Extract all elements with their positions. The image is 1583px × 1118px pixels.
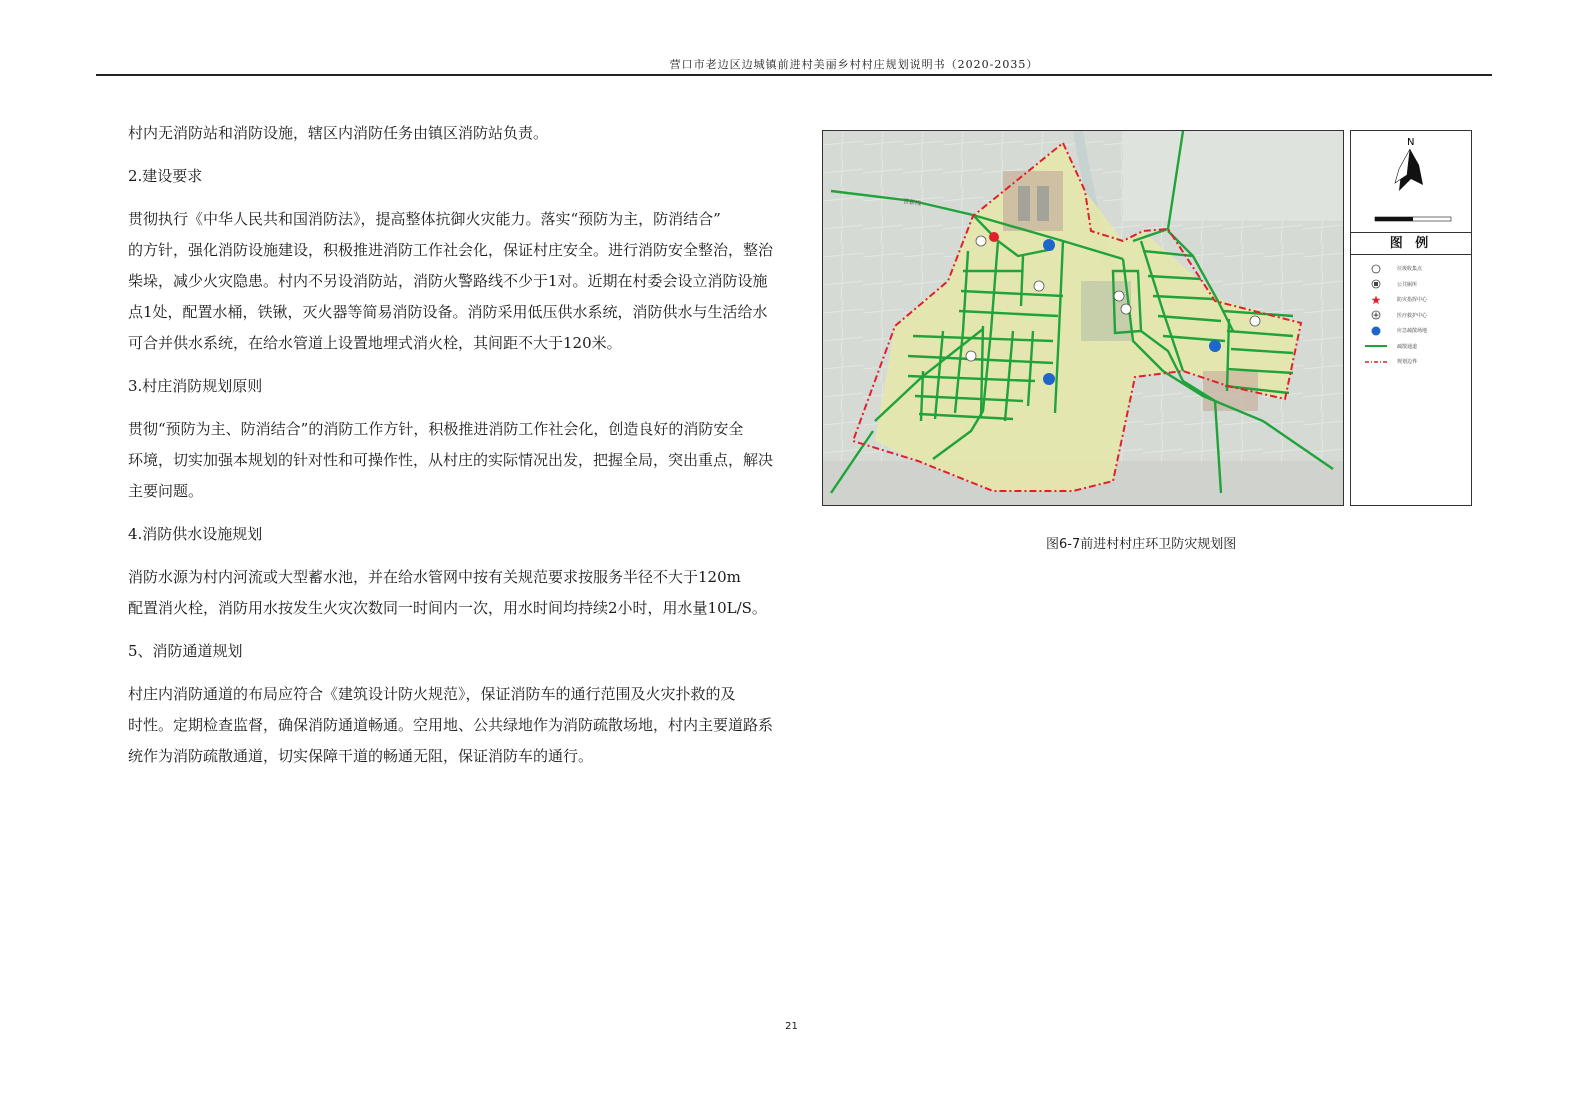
paragraph-2-line: 点1处，配置水桶，铁锹，灭火器等简易消防设备。消防采用低压供水系统，消防供水与生活给水: [128, 303, 768, 321]
paragraph-2-line: 贯彻执行《中华人民共和国消防法》，提高整体抗御火灾能力。落实“预防为主，防消结合”: [128, 210, 721, 228]
header-title: 营口市老边区边城镇前进村美丽乡村村庄规划说明书（2020-2035）: [669, 58, 1039, 71]
legend-label: 垃圾收集点: [1397, 266, 1423, 273]
paragraph-2: [128, 204, 778, 359]
paragraph-3-line: 贯彻“预防为主、防消结合”的消防工作方针，积极推进消防工作社会化，创造良好的消防安全: [128, 420, 744, 438]
runner-icon: [1209, 340, 1221, 352]
page-number: 21: [785, 1021, 798, 1032]
building-block: [1018, 186, 1030, 221]
paragraph-4: [128, 562, 778, 624]
legend-label: 公共厕所: [1397, 281, 1418, 288]
village-plan-map: [822, 130, 1344, 506]
paragraph-5-line: 村庄内消防通道的布局应符合《建筑设计防火规范》，保证消防车的通行范围及火灾扑救的及: [128, 685, 736, 703]
legend-items: [1351, 261, 1471, 370]
body-text: [128, 118, 778, 772]
recycle-icon: [1114, 291, 1124, 301]
star-icon: [1365, 295, 1387, 305]
legend-item: [1351, 339, 1471, 355]
green-line-icon: [1365, 341, 1387, 351]
map-legend: [1350, 130, 1472, 506]
runner-icon: [1043, 239, 1055, 251]
heading-4: 4.消防供水设施规划: [128, 525, 263, 543]
building-block: [1003, 171, 1063, 231]
building-block: [1203, 371, 1258, 411]
legend-title: 图 例: [1351, 233, 1471, 255]
paragraph-3: [128, 414, 778, 507]
page-header: [96, 56, 1492, 76]
heading-3: 3.村庄消防规划原则: [128, 377, 263, 395]
legend-label: 规划边界: [1397, 359, 1418, 366]
medical-icon: [1365, 310, 1387, 320]
paragraph-2-line: 柴垛，减少火灾隐患。村内不另设消防站，消防火警路线不少于1对。近期在村委会设立消防设施: [128, 272, 768, 290]
paragraph-3-line: 环境，切实加强本规划的针对性和可操作性，从村庄的实际情况出发，把握全局，突出重点，解决: [128, 451, 774, 469]
star-icon: [989, 232, 999, 242]
red-dash-icon: [1365, 357, 1387, 367]
paragraph-4-line: 配置消火栓，消防用水按发生火灾次数同一时间内一次，用水时间均持续2小时，用水量10L/S。: [128, 599, 767, 617]
building-block: [1037, 186, 1049, 221]
recycle-icon: [966, 351, 976, 361]
legend-item: [1351, 308, 1471, 324]
legend-item: [1351, 354, 1471, 370]
legend-item: [1351, 292, 1471, 308]
paragraph-5: [128, 679, 778, 772]
legend-item: [1351, 323, 1471, 339]
paragraph-1: 村内无消防站和消防设施，辖区内消防任务由镇区消防站负责。: [128, 124, 549, 142]
paragraph-5-line: 时性。定期检查监督，确保消防通道畅通。空用地、公共绿地作为消防疏散场地，村内主要道路系: [128, 716, 774, 734]
heading-5: 5、消防通道规划: [128, 642, 243, 660]
legend-label: 防灾指挥中心: [1397, 297, 1428, 304]
paragraph-4-line: 消防水源为村内河流或大型蓄水池，并在给水管网中按有关规范要求按服务半径不大于120m: [128, 568, 741, 586]
legend-label: 应急疏散场地: [1397, 328, 1428, 335]
north-label: N: [1407, 137, 1415, 148]
map-svg: [823, 131, 1344, 506]
medical-icon: [1121, 304, 1131, 314]
legend-item: [1351, 277, 1471, 293]
compass-icon: [1351, 131, 1471, 231]
map-upper-fields: [1123, 131, 1344, 221]
toilet-icon: [1365, 279, 1387, 289]
legend-item: [1351, 261, 1471, 277]
runner-icon: [1043, 373, 1055, 385]
paragraph-5-line: 统作为消防疏散通道，切实保障干道的畅通无阻，保证消防车的通行。: [128, 747, 594, 765]
paragraph-2-line: 可合并供水系统，在给水管道上设置地埋式消火栓，其间距不大于120米。: [128, 334, 622, 352]
legend-label: 医疗救护中心: [1397, 312, 1428, 319]
paragraph-3-line: 主要问题。: [128, 482, 204, 500]
north-arrow-panel: [1351, 131, 1471, 233]
paragraph-2-line: 的方针，强化消防设施建设，积极推进消防工作社会化，保证村庄安全。进行消防安全整治，整治: [128, 241, 774, 259]
heading-2: 2.建设要求: [128, 167, 203, 185]
recycle-icon: [1365, 264, 1387, 274]
scale-bar: [1375, 217, 1413, 221]
legend-label: 疏散通道: [1397, 343, 1418, 350]
recycle-icon: [1034, 281, 1044, 291]
road-label: 营新线: [902, 198, 922, 208]
figure-caption: 图6-7前进村村庄环卫防灾规划图: [1046, 537, 1237, 552]
toilet-icon: [976, 236, 986, 246]
recycle-icon: [1250, 316, 1260, 326]
runner-icon: [1365, 326, 1387, 336]
